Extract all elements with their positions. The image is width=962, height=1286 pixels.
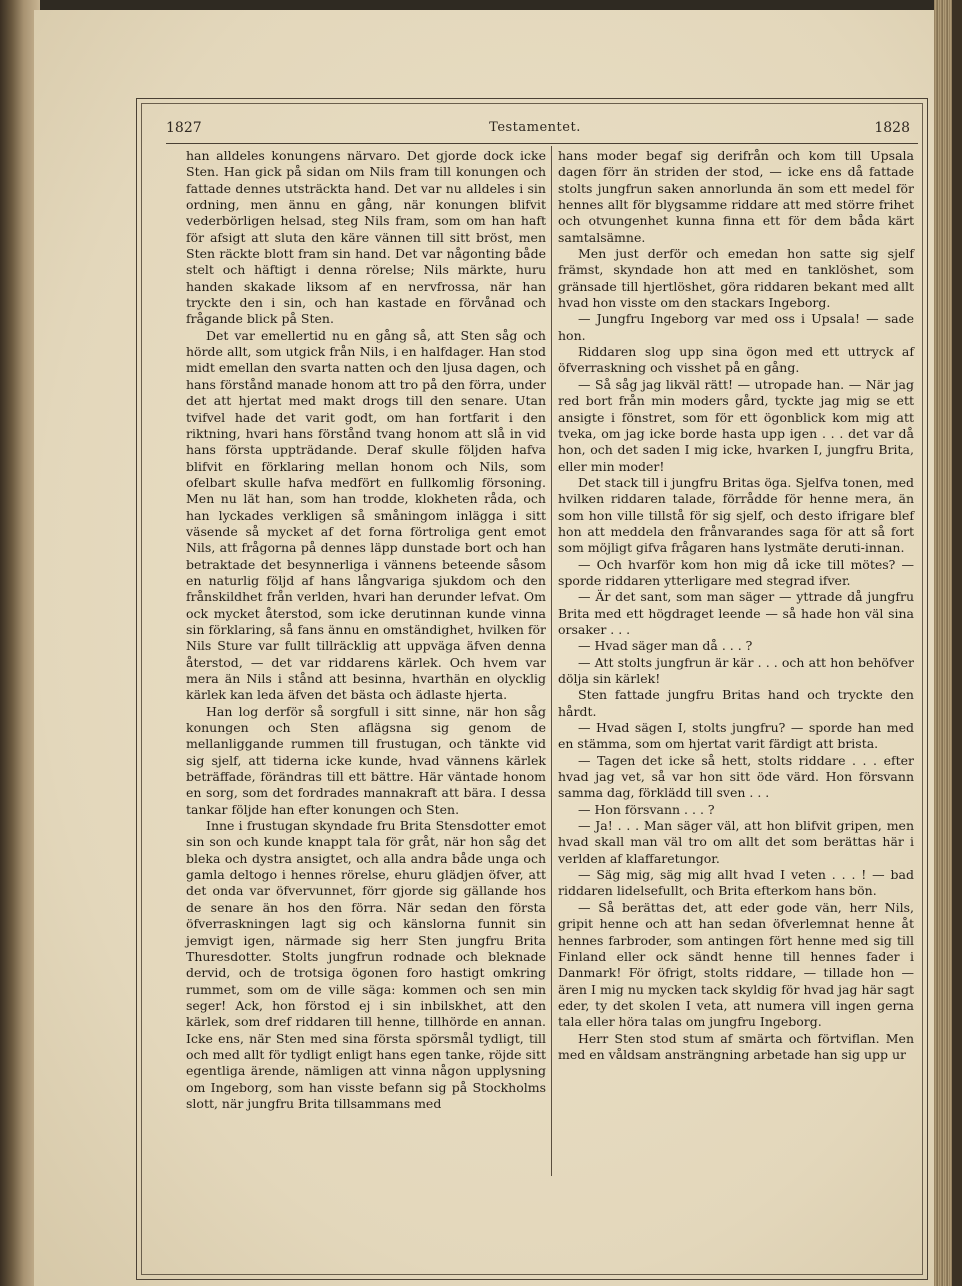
paragraph: — Hvad säger man då . . . ? — [578, 638, 753, 654]
paragraph: — Hon försvann . . . ? — [578, 801, 715, 817]
paragraph: — Jungfru Ingeborg var med oss i Upsala! — sade hon. — [558, 311, 914, 343]
page-number-left: 1827 — [166, 120, 202, 136]
paragraph: Riddaren slog upp sina ögon med ett uttryck af öfverraskning och visshet på en gång. — [558, 344, 914, 376]
column-divider — [551, 146, 552, 1176]
paragraph: Inne i frustugan skyndade fru Brita Stensdotter emot sin son och kunde knappt tala för gråt, när hon såg det bleka och dystra ansigtet, och alla andra både unga och gamla deltogo i hennes rörelse, ehuru glädjen öfver, att det onda var öfvervunnet, förr gjorde sig gällande hos de senare än hos den förra. När sedan den första öfverraskningen lagt sig och känslorna funnit sin jemvigt igen, närmade sig herr Sten jungfru Brita Thuresdotter. Stolts jungfrun rodnade och bleknade dervid, och de trotsiga ögonen foro hastigt omkring rummet, som om de ville säga: kommen och sen min seger! Ack, hon förstod ej i sin inbilskhet, att den kärlek, som dref riddaren till henne, tillhörde en annan. Icke ens, när Sten med sina första spörsmål tydligt, till och med allt för tydligt enligt hans egen tanke, röjde sitt egentliga ärende, nämligen att vinna någon upplysning om Ingeborg, som han visste befann sig på Stockholms slott, när jungfru Brita tillsammans med — [186, 818, 546, 1111]
page-number-right: 1828 — [874, 120, 910, 136]
paragraph: — Så såg jag likväl rätt! — utropade han. — När jag red bort från min moders gård, tyckte jag mig se ett ansigte i fönstret, som för ett ögonblick kom mig att tveka, om jag icke borde hasta upp igen . . . det var då hon, och det saden I mig icke, hvarken I, jungfru Brita, eller min moder! — [558, 376, 914, 474]
scan-border — [952, 0, 962, 1286]
right-text-column — [558, 148, 914, 1063]
paragraph: — Ja! . . . Man säger väl, att hon blifvit gripen, men hvad skall man väl tro om allt det som berättas här i verlden af klaffaretungor. — [558, 818, 914, 866]
paragraph: — Är det sant, som man säger — yttrade då jungfru Brita med ett högdraget leende — så hade hon väl sina orsaker . . . — [558, 589, 914, 637]
paragraph: — Hvad sägen I, stolts jungfru? — sporde han med en stämma, som om hjertat varit färdigt att brista. — [558, 720, 914, 752]
header-rule — [166, 143, 918, 144]
running-header — [160, 120, 910, 142]
paragraph: — Säg mig, säg mig allt hvad I veten . . . ! — bad riddaren lidelsefullt, och Brita efterkom hans bön. — [558, 867, 914, 899]
left-text-column — [186, 148, 546, 1112]
paragraph: han alldeles konungens närvaro. Det gjorde dock icke Sten. Han gick på sidan om Nils fram till konungen och fattade dennes utsträckta hand. Det var nu alldeles i sin ordning, men ännu en gång, när konungen blifvit vederbörligen helsad, steg Nils fram, som om han haft för afsigt att sluta den käre vännen till sitt bröst, men Sten räckte blott fram sin hand. Det var någonting både stelt och häftigt i denna rörelse; Nils märkte, huru handen skakade liksom af en nervfrossa, när han tryckte den i sin, och han kastade en förvånad och frågande blick på Sten. — [186, 148, 546, 327]
paragraph: — Tagen det icke så hett, stolts riddare . . . efter hvad jag vet, så var hon sitt öde värd. Hon försvann samma dag, förklädd till sven . . . — [558, 752, 914, 801]
paragraph: — Så berättas det, att eder gode vän, herr Nils, gripit henne och att han sedan öfverlemnat henne åt hennes farbroder, som antingen fört henne med sig till Finland eller ock sändt henne till hennes fader i Danmark! För öfrigt, stolts riddare, — tillade hon — ären I mig nu mycken tack skyldig för hvad jag här sagt eder, ty det skolen I veta, att numera vill ingen gerna tala eller höra talas om jungfru Ingeborg. — [558, 899, 914, 1030]
paragraph: — Att stolts jungfrun är kär . . . och att hon behöfver dölja sin kärlek! — [558, 654, 914, 686]
paragraph: Herr Sten stod stum af smärta och förtviflan. Men med en våldsam ansträngning arbetade han sig upp ur — [558, 1030, 914, 1062]
paragraph: Sten fattade jungfru Britas hand och tryckte den hårdt. — [558, 687, 914, 719]
running-title: Testamentet. — [489, 120, 581, 135]
paragraph: Det stack till i jungfru Britas öga. Sjelfva tonen, med hvilken riddaren talade, förrådde för henne mera, än som hon ville tillstå för sig sjelf, och desto ifrigare blef hon att meddela den frånvarandes saga för att så fort som möjligt gifva frågaren hans lystmäte deruti-innan. — [558, 474, 914, 556]
paragraph: Det var emellertid nu en gång så, att Sten såg och hörde allt, som utgick från Nils, i en halfdager. Han stod midt emellan den svarta natten och den ljusa dagen, och hans förstånd manade honom att tro på den förra, under det att hjertat med makt drogs till den senare. Utan tvifvel hade det varit godt, om han fortfarit i den riktning, hvari hans förstånd tvang honom att slå in vid hans första uppträdande. Deraf skulle följden hafva blifvit en förklaring mellan honom och Nils, som ofelbart skulle hafva medfört en fullkomlig försoning. Men nu lät han, som han trodde, klokheten råda, och han lyckades verkligen så småningom inlägga i sitt väsende så mycket af det forna förtroliga gent emot Nils, att frågorna på dennes läpp dunstade bort och han betraktade det besynnerliga i vännens beteende såsom en naturlig följd af hans långvariga sjukdom och den frånskildhet från verlden, hvari han derunder lefvat. Om ock mycket återstod, som icke derutinnan kunde vinna sin förklaring, så fans ännu en omständighet, hvilken för Nils Sture var fullt tillräcklig att uppväga äfven denna återstod, — det var riddarens kärlek. Och hvem var mera än Nils i stånd att besinna, hvarthän en olycklig kärlek kan leda äfven det bästa och ädlaste hjerta. — [186, 327, 546, 703]
paragraph: Han log derför så sorgfull i sitt sinne, när hon såg konungen och Sten aflägsna sig genom de mellanliggande rummen till frustugan, och tänkte vid sig sjelf, att tiderna icke kunde, hvad vännens kärlek beträffade, förändras till ett bättre. Här väntade honom en sorg, som det fordrades mannakraft att bära. I dessa tankar följde han efter konungen och Sten. — [186, 703, 546, 817]
paragraph: hans moder begaf sig derifrån och kom till Upsala dagen förr än striden der stod, — icke ens då fattade stolts jungfrun saken annorlunda än som ett medel för hennes allt för blygsamme riddare att med större frihet och otvungenhet kunna finna ett för dem båda kärt samtalsämne. — [558, 148, 914, 245]
paragraph: Men just derför och emedan hon satte sig sjelf främst, skyndade hon att med en tanklöshet, som gränsade till hjertlöshet, göra riddaren bekant med allt hvad hon visste om den stackars Ingeborg. — [558, 246, 914, 311]
paragraph: — Och hvarför kom hon mig då icke till mötes? — sporde riddaren ytterligare med stegrad ifver. — [558, 556, 914, 588]
